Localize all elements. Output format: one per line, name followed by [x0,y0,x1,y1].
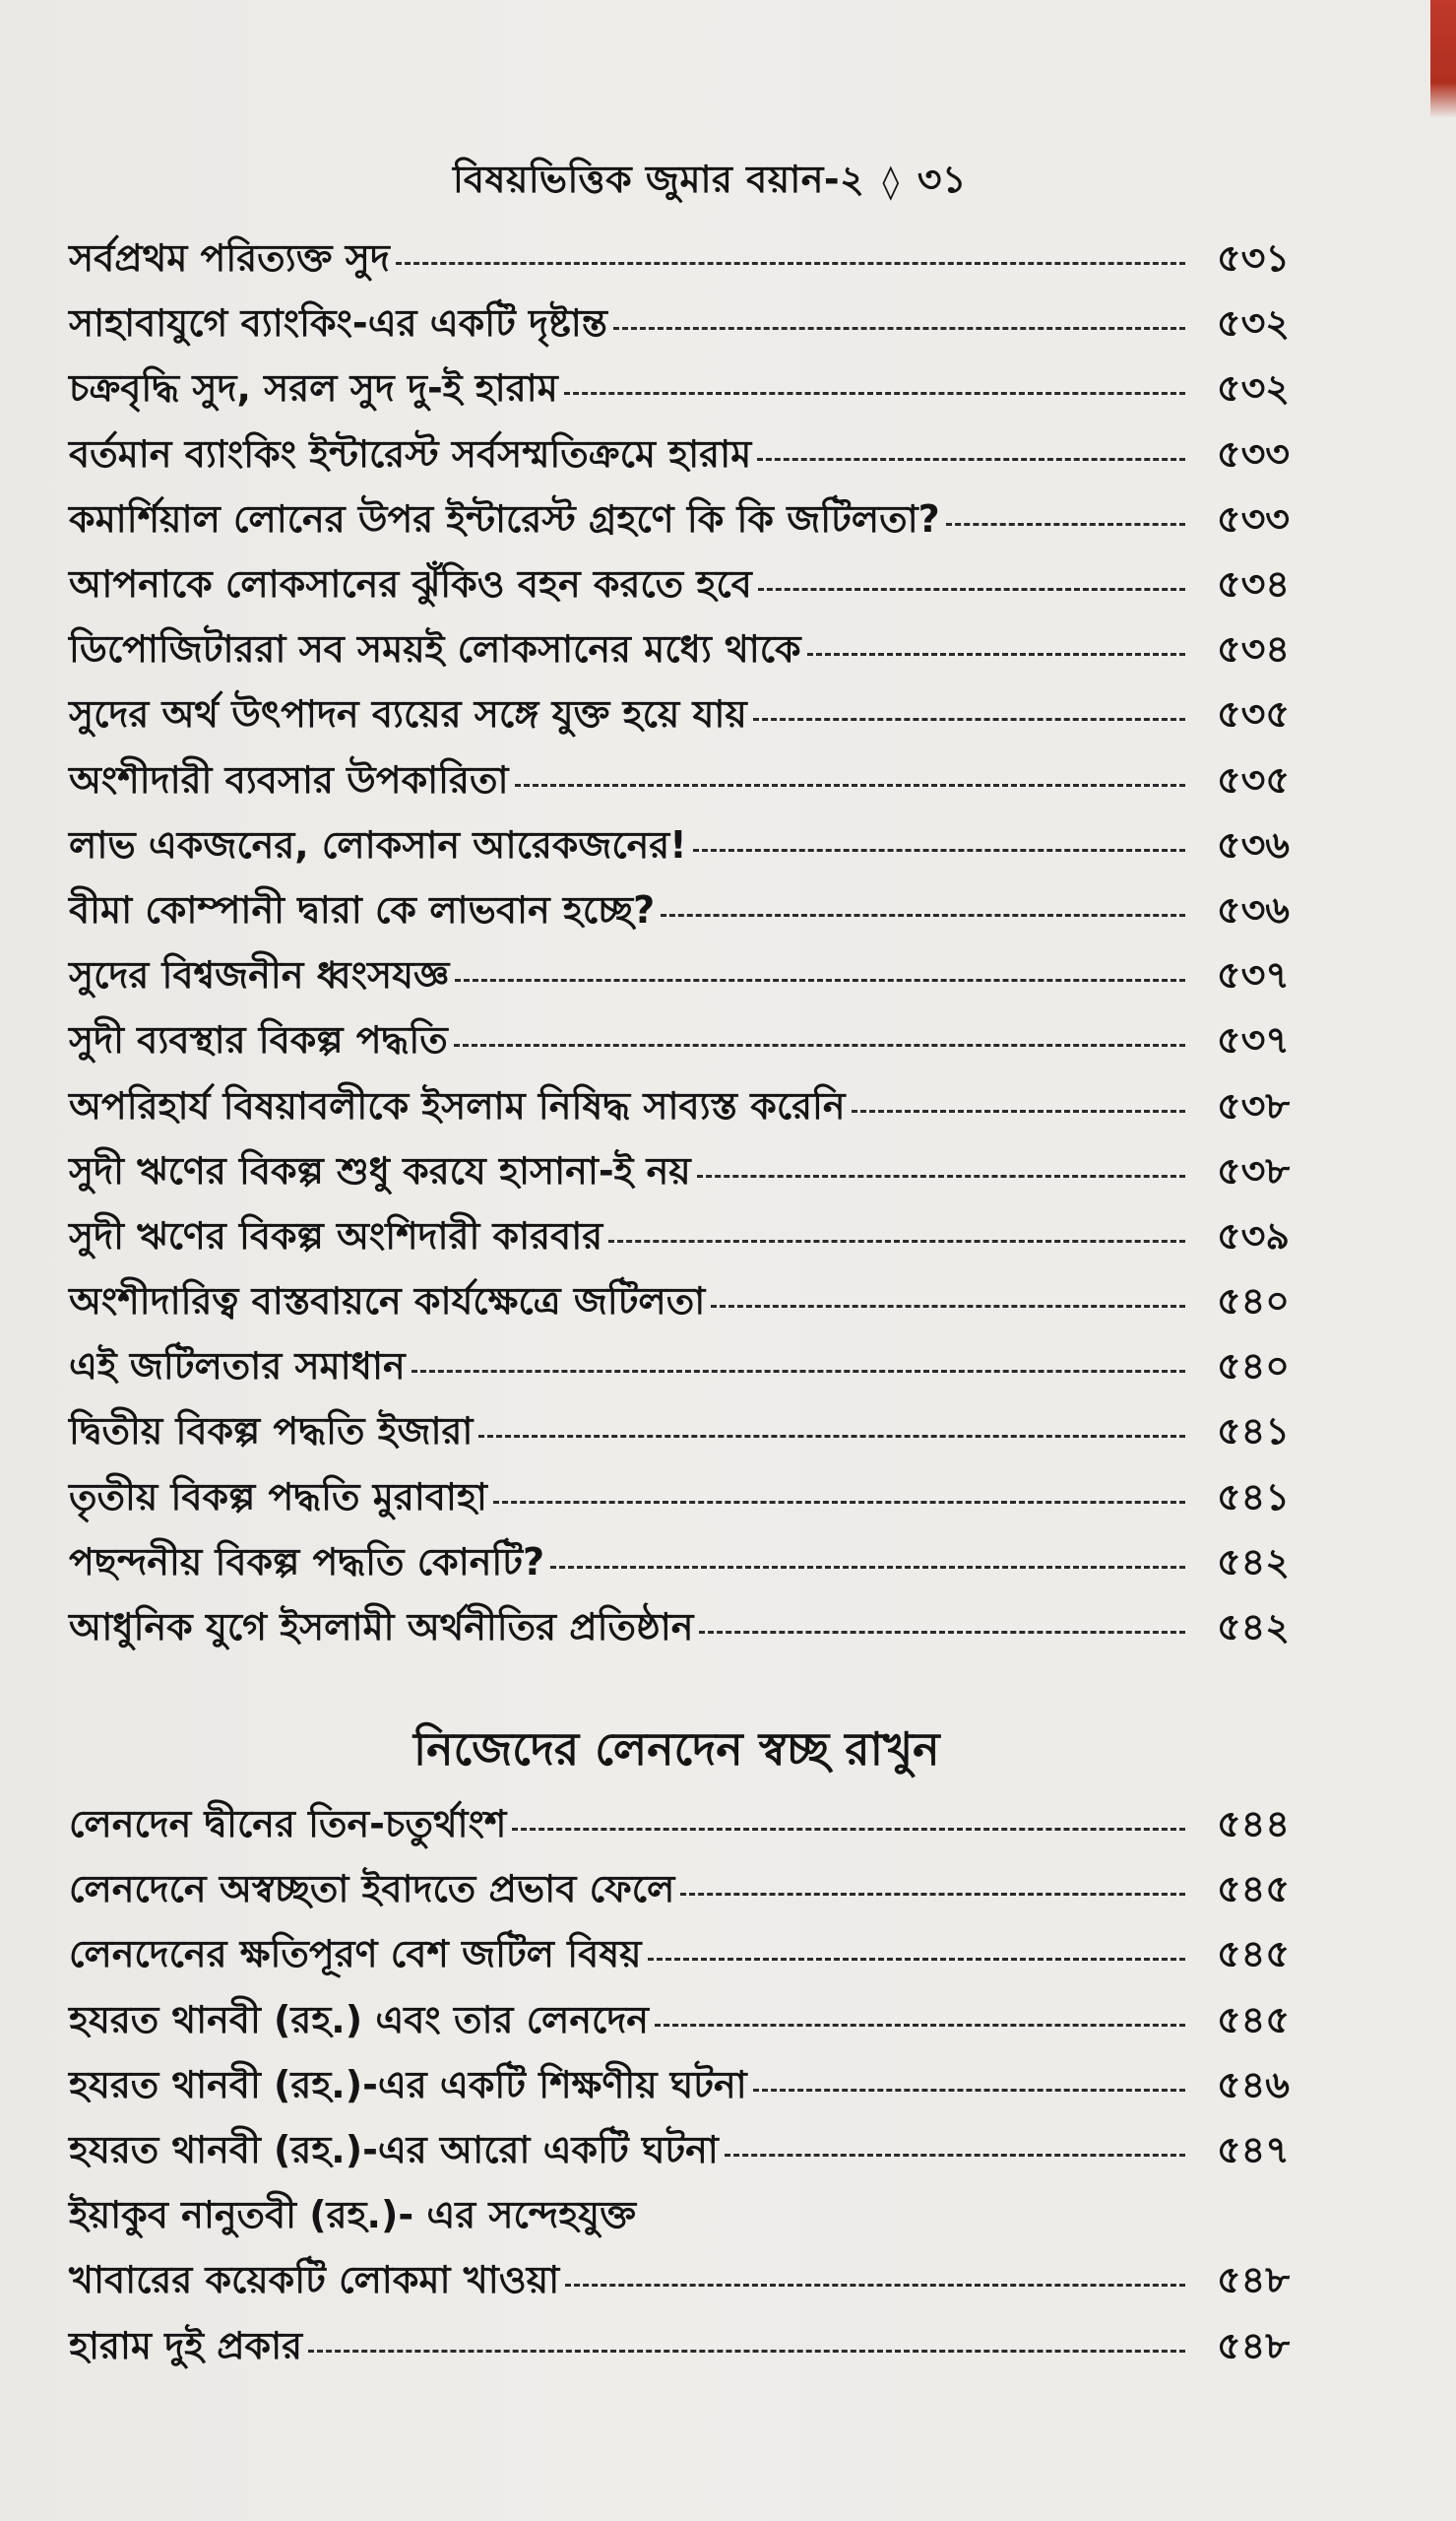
toc-entry-page: ৫৪৮ [1217,2323,1290,2367]
toc-entry-title: লেনদেনে অস্বচ্ছতা ইবাদতে প্রভাব ফেলে [69,1867,675,1911]
toc-entry-title: বর্তমান ব্যাংকিং ইন্টারেস্ট সর্বসম্মতিক্রমে হারাম [69,431,752,476]
toc-entry-page: ৫৩৮ [1216,1083,1290,1128]
toc-entry-title: সুদী ঋণের বিকল্প অংশিদারী কারবার [69,1213,603,1258]
dot-leader [699,1610,1185,1649]
toc-entry-title: অংশীদারিত্ব বাস্তবায়নে কার্যক্ষেত্রে জটিলতা [69,1279,706,1324]
toc-entry-title: হযরত থানবী (রহ.)-এর একটি শিক্ষণীয় ঘটনা [69,2062,747,2106]
toc-entry-title: অংশীদারী ব্যবসার উপকারিতা [69,757,509,802]
toc-entry-title: অপরিহার্য বিষয়াবলীকে ইসলাম নিষিদ্ধ সাব্যস্ত করেনি [69,1083,846,1128]
toc-entry-title: বীমা কোম্পানী দ্বারা কে লাভবান হচ্ছে? [69,887,656,932]
toc-entry-title: খাবারের কয়েকটি লোকমা খাওয়া [69,2258,560,2302]
toc-entry-page: ৫৪১ [1217,1474,1290,1519]
dot-leader [478,1414,1185,1454]
toc-entry-page: ৫৪৮ [1217,2258,1290,2302]
toc-entry-page: ৫৩১ [1216,236,1290,281]
toc-entry [69,1794,1290,1859]
toc-entry [69,424,1290,489]
toc-entry-title: ইয়াকুব নানুতবী (রহ.)- এর সন্দেহযুক্ত [69,2193,636,2237]
toc-entry [69,945,1290,1010]
dot-leader [512,1807,1185,1846]
dot-leader [308,2329,1185,2368]
toc-entry [69,1924,1290,1989]
toc-entry [69,619,1290,684]
toc-entry-title: সুদের বিশ্বজনীন ধ্বংসযজ্ঞ [69,953,450,998]
toc-entry-title: আধুনিক যুগে ইসলামী অর্থনীতির প্রতিষ্ঠান [69,1605,694,1649]
red-page-edge [1430,0,1456,118]
toc-entry [69,684,1290,749]
toc-entry [69,1271,1290,1336]
toc-entry [69,1206,1290,1271]
running-head-page-number: ৩১ [917,158,968,201]
dot-leader [455,958,1185,998]
toc-entry-page: ৫৪৬ [1216,2062,1290,2106]
toc-entry [69,1075,1290,1140]
toc-entry-page: ৫৩৬ [1216,887,1290,932]
toc-entry-title: সুদী ঋণের বিকল্প শুধু করযে হাসানা-ই নয় [69,1148,691,1193]
toc-entry [69,750,1290,815]
toc-entry-title: লাভ একজনের, লোকসান আরেকজনের! [69,822,687,867]
section-heading: নিজেদের লেনদেন স্বচ্ছ রাখুন [413,1722,940,1776]
dot-leader [693,828,1185,868]
toc-entry-title: তৃতীয় বিকল্প পদ্ধতি মুরাবাহা [69,1474,487,1519]
toc-entry-title: ডিপোজিটাররা সব সময়ই লোকসানের মধ্যে থাকে [69,627,801,672]
toc-entry-page: ৫৩৩ [1216,496,1290,541]
toc-entry-page: ৫৩২ [1216,301,1290,346]
toc-entry-page: ৫৩৭ [1216,953,1290,998]
toc-entry [69,1141,1290,1206]
toc-entry [69,1597,1290,1662]
toc-entry [69,2250,1290,2315]
dot-leader [648,1937,1185,1976]
dot-leader [807,632,1185,672]
toc-entry-title: পছন্দনীয় বিকল্প পদ্ধতি কোনটি? [69,1539,545,1584]
toc-entry-page: ৫৩৪ [1216,627,1290,672]
dot-leader [565,2263,1185,2302]
dot-leader [564,371,1185,411]
toc-entry-title: সুদের অর্থ উৎপাদন ব্যয়ের সঙ্গে যুক্ত হয়ে যায় [69,692,747,737]
toc-entry-title: কমার্শিয়াল লোনের উপর ইন্টারেস্ট গ্রহণে কি কি জটিলতা? [69,496,940,541]
toc-entry [69,2120,1290,2185]
toc-entry-first-line [69,2185,1290,2250]
toc-entry-page: ৫৩৯ [1216,1213,1290,1258]
toc-entry-title: চক্রবৃদ্ধি সুদ, সরল সুদ দু-ই হারাম [69,366,558,411]
toc-entry-page: ৫৪৫ [1217,1932,1290,1976]
toc-entry-page: ৫৩৪ [1216,562,1290,607]
table-of-contents-part-2 [69,1794,1290,2381]
toc-entry [69,358,1290,423]
toc-entry [69,1532,1290,1597]
toc-entry [69,293,1290,358]
dot-leader [757,437,1185,477]
dot-leader [753,2068,1185,2107]
dot-leader [613,306,1185,346]
toc-entry [69,554,1290,619]
toc-entry [69,1401,1290,1466]
toc-entry-page: ৫৩২ [1216,366,1290,411]
toc-entry-page: ৫৪৪ [1217,1802,1290,1846]
toc-entry-page: ৫৩৩ [1216,431,1290,476]
toc-entry-page: ৫৩৬ [1216,822,1290,867]
table-of-contents-part-1 [69,228,1290,1662]
dot-leader [550,1545,1185,1584]
toc-entry [69,2055,1290,2120]
dot-leader [852,1089,1185,1129]
toc-entry-page: ৫৪৫ [1217,1997,1290,2041]
dot-leader [680,1872,1185,1911]
dot-leader [725,2133,1185,2172]
dot-leader [454,1023,1185,1063]
toc-entry-page: ৫৩৫ [1216,757,1290,802]
toc-entry [69,1336,1290,1401]
toc-entry [69,1467,1290,1532]
dot-leader [411,1349,1185,1389]
dot-leader [661,893,1185,933]
toc-entry-page: ৫৪৫ [1217,1867,1290,1911]
toc-entry [69,228,1290,293]
toc-entry-page: ৫৩৮ [1216,1148,1290,1193]
toc-entry-title: সর্বপ্রথম পরিত্যক্ত সুদ [69,236,390,281]
running-head [453,153,1201,212]
toc-entry-page: ৫৪২ [1216,1605,1290,1649]
toc-entry-title: হারাম দুই প্রকার [69,2323,303,2367]
toc-entry-title: সুদী ব্যবস্থার বিকল্প পদ্ধতি [69,1018,448,1063]
dot-leader [396,241,1185,281]
toc-entry-page: ৫৪০ [1216,1344,1290,1389]
toc-entry-title: সাহাবাযুগে ব্যাংকিং-এর একটি দৃষ্টান্ত [69,301,607,346]
dot-leader [608,1219,1185,1259]
toc-entry-title: দ্বিতীয় বিকল্প পদ্ধতি ইজারা [69,1409,474,1454]
toc-entry-title: এই জটিলতার সমাধান [69,1344,406,1389]
toc-entry [69,489,1290,554]
toc-entry-title: হযরত থানবী (রহ.)-এর আরো একটি ঘটনা [69,2128,719,2172]
dot-leader [946,502,1185,542]
toc-entry-title: লেনদেনের ক্ষতিপূরণ বেশ জটিল বিষয় [69,1932,642,1976]
dot-leader [493,1480,1185,1519]
toc-entry-title: লেনদেন দ্বীনের তিন-চতুর্থাংশ [69,1802,507,1846]
toc-entry-page: ৫৩৫ [1216,692,1290,737]
dot-leader [655,2003,1185,2042]
toc-entry [69,815,1290,880]
toc-entry [69,2316,1290,2381]
toc-entry-title: আপনাকে লোকসানের ঝুঁকিও বহন করতে হবে [69,562,752,607]
toc-entry-page: ৫৪১ [1217,1409,1290,1454]
toc-entry-page: ৫৪০ [1216,1279,1290,1324]
toc-entry-page: ৫৩৭ [1216,1018,1290,1063]
toc-entry-page: ৫৪২ [1216,1539,1290,1584]
diamond-bullet-icon: ◊ [882,162,900,202]
toc-entry-title: হযরত থানবী (রহ.) এবং তার লেনদেন [69,1997,649,2041]
toc-entry-page: ৫৪৭ [1216,2128,1290,2172]
toc-entry [69,1859,1290,1924]
dot-leader [697,1154,1185,1194]
toc-entry [69,1010,1290,1075]
dot-leader [753,697,1185,737]
dot-leader [758,567,1185,607]
toc-entry [69,1990,1290,2055]
dot-leader [711,1284,1185,1324]
toc-entry [69,880,1290,945]
running-head-title: বিষয়ভিত্তিক জুমার বয়ান-২ [453,158,865,201]
dot-leader [515,763,1186,803]
